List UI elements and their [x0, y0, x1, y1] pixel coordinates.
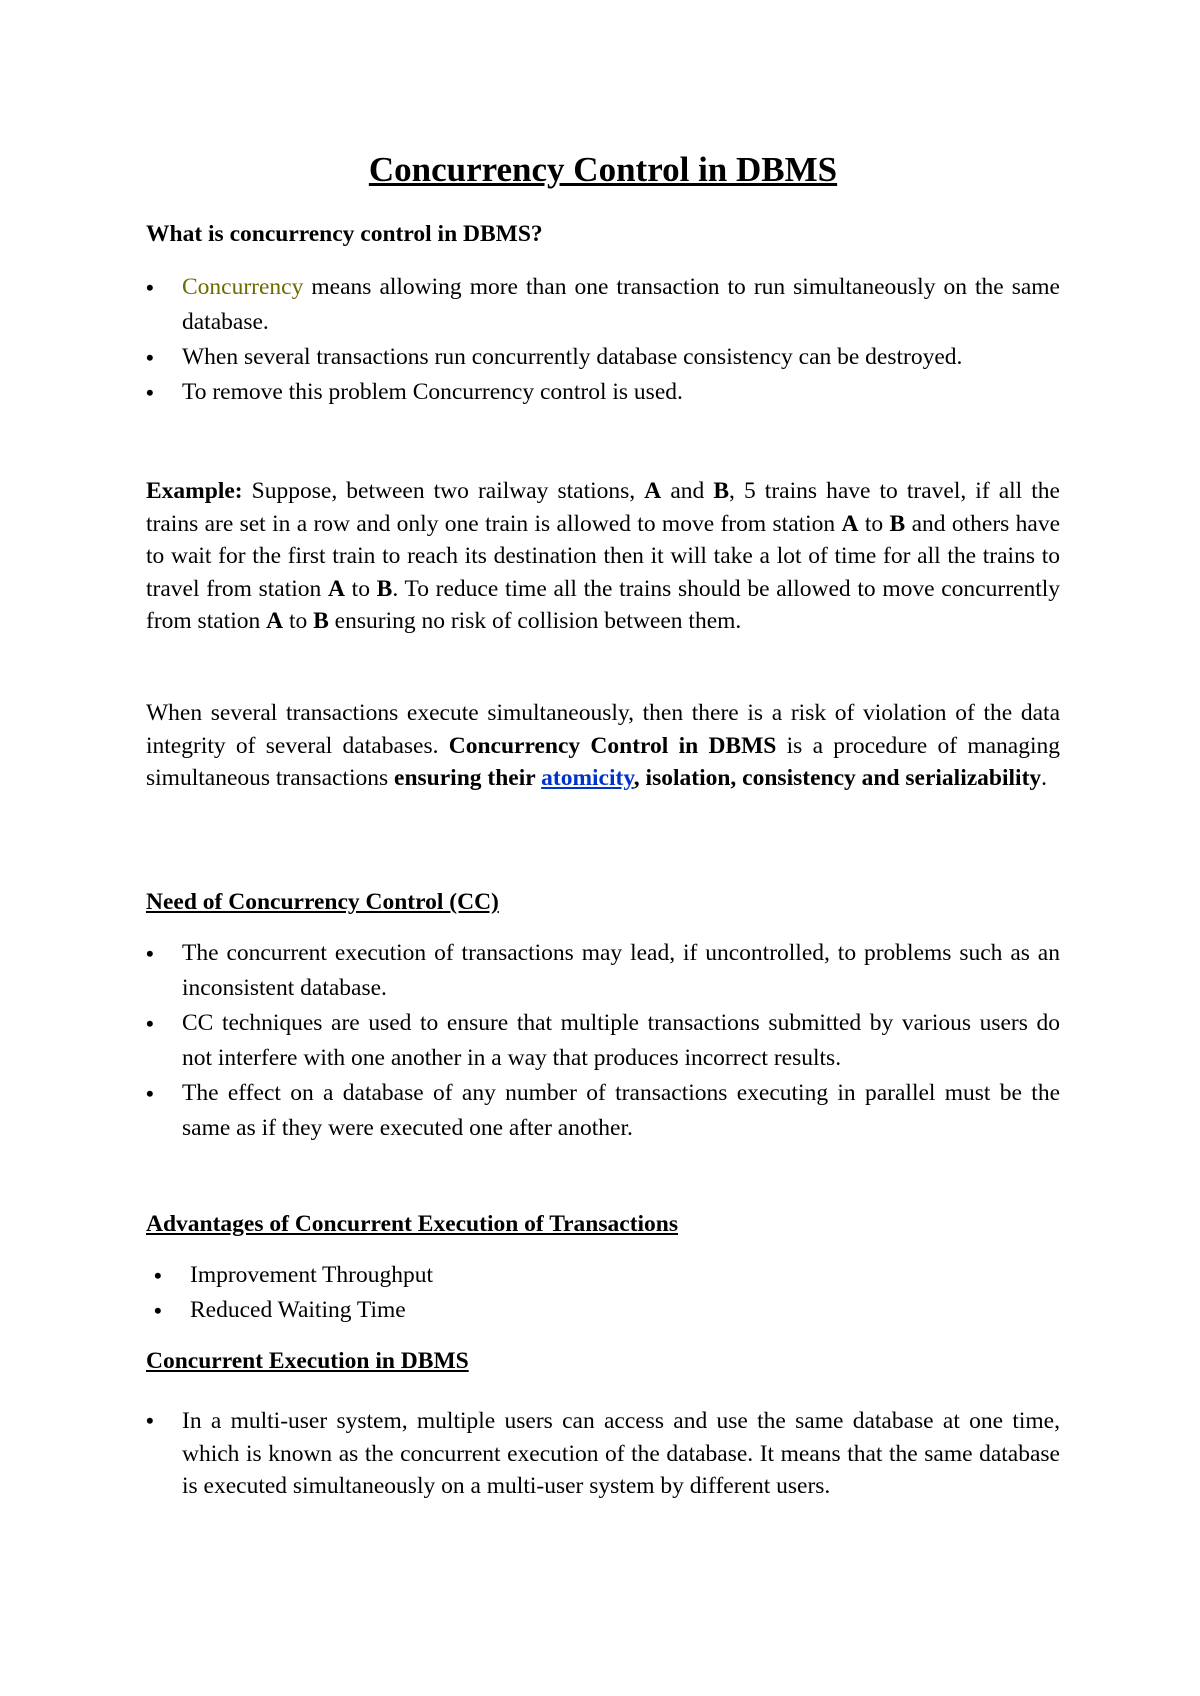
- text-run: is a procedure of managing simultaneous transactions: [146, 732, 1060, 792]
- text-run: ensuring no risk of collision between them.: [328, 608, 742, 635]
- text-run: to: [283, 608, 314, 635]
- station-a: A: [327, 575, 345, 602]
- bold-term: , isolation, consistency and serializability: [633, 765, 1042, 792]
- intro-heading: What is concurrency control in DBMS?: [146, 221, 543, 247]
- list-item: • To remove this problem Concurrency control is used.: [146, 375, 1060, 410]
- highlighted-term: Concurrency: [182, 274, 304, 300]
- page-title: Concurrency Control in DBMS: [368, 150, 838, 189]
- bold-term: Concurrency Control in DBMS: [448, 732, 777, 759]
- text-run: and others have to wait for the first train to reach its destination then it will take a lot of time for all the trains to travel from station: [146, 510, 1061, 602]
- bold-term: ensuring their: [394, 765, 542, 792]
- text-run: .: [1041, 765, 1048, 792]
- definition-paragraph: [146, 697, 1060, 795]
- list-item-text: means allowing more than one transaction to run simultaneously on the same database.: [182, 274, 1060, 335]
- text-run: to: [858, 510, 890, 537]
- list-item: • Reduced Waiting Time: [146, 1293, 1060, 1328]
- text-run: When several transactions execute simultaneously, then there is a risk of violation of the data integrity of several databases.: [146, 700, 1060, 759]
- list-item: • CC techniques are used to ensure that multiple transactions submitted by various users do not interfere with one another in a way that produces incorrect results.: [146, 1006, 1060, 1076]
- concurrent-bullet-list: [146, 1405, 1060, 1503]
- need-heading: Need of Concurrency Control (CC): [146, 889, 499, 915]
- list-item: • In a multi-user system, multiple users can access and use the same database at one time, which is known as the concurrent execution of the database. It means that the same database is executed simultaneously on a multi-user system by different users.: [146, 1405, 1060, 1503]
- example-paragraph: [146, 475, 1060, 638]
- concurrent-heading: Concurrent Execution in DBMS: [146, 1348, 469, 1374]
- text-run: Suppose, between two railway stations,: [242, 478, 645, 504]
- list-item: • When several transactions run concurrently database consistency can be destroyed.: [146, 340, 1060, 375]
- advantages-heading: Advantages of Concurrent Execution of Transactions: [146, 1211, 679, 1237]
- station-a: A: [644, 478, 662, 504]
- text-run: to: [344, 575, 377, 602]
- station-a: A: [266, 608, 284, 635]
- station-b: B: [313, 608, 329, 635]
- need-bullet-list: [146, 936, 1060, 1146]
- text-run: , 5 trains have to travel, if all the trains are set in a row and only one train is allowed to move from station: [146, 478, 1060, 537]
- list-item: • The effect on a database of any number of transactions executing in parallel must be the same as if they were executed one after another.: [146, 1076, 1060, 1146]
- example-label: Example:: [146, 478, 243, 504]
- atomicity-link[interactable]: atomicity: [541, 765, 634, 792]
- station-a: A: [841, 510, 859, 537]
- station-b: B: [376, 575, 393, 602]
- text-run: . To reduce time all the trains should be allowed to move concurrently from station: [146, 575, 1061, 635]
- list-item: [146, 270, 1060, 340]
- station-b: B: [889, 510, 906, 537]
- list-item: • Improvement Throughput: [146, 1258, 1060, 1293]
- text-run: and: [661, 478, 714, 504]
- intro-bullet-list: [146, 270, 1060, 410]
- advantages-bullet-list: [146, 1258, 1060, 1328]
- list-item: • The concurrent execution of transactions may lead, if uncontrolled, to problems such as an inconsistent database.: [146, 936, 1060, 1006]
- station-b: B: [713, 478, 730, 504]
